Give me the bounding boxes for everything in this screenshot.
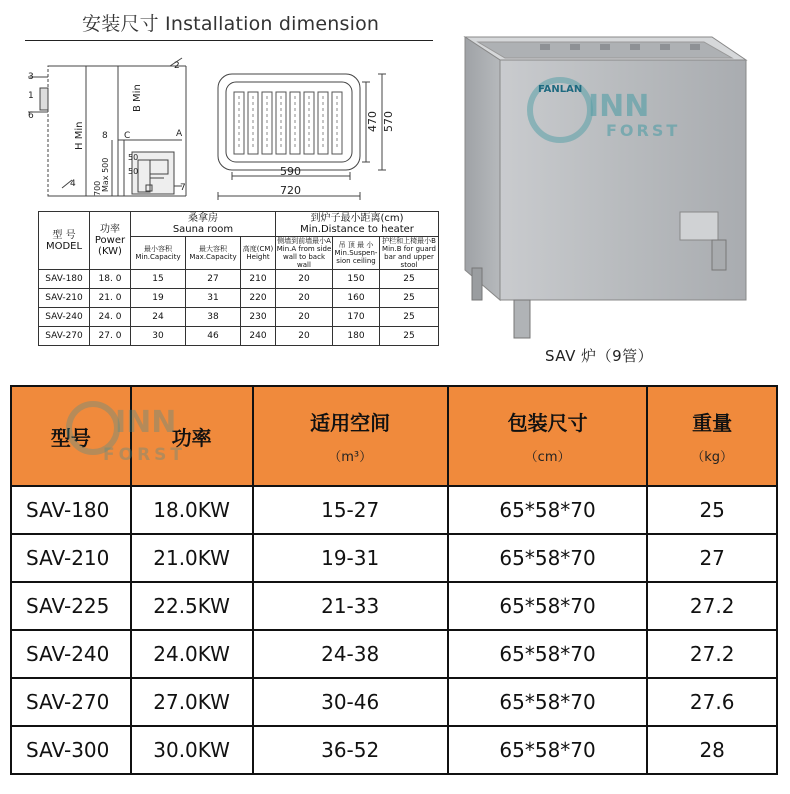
top-view-drawing [218, 74, 386, 200]
spec-row: SAV-210 21. 0 19 31 220 20 160 25 [39, 289, 439, 308]
label-50b: 50 [128, 167, 139, 176]
label-4: 4 [70, 179, 76, 189]
label-max500: Max 500 [101, 157, 110, 192]
spec-ceil-en: Min.Suspen- sion ceiling [334, 249, 378, 265]
brand-line2: FORST [606, 121, 681, 140]
spec-side-cn: 侧墙到前墙最小A [277, 237, 331, 245]
header-weight: 重量 （kg） [647, 386, 777, 486]
header-model: 型号 [11, 386, 131, 486]
table-row: SAV-270 27.0KW 30-46 65*58*70 27.6 [11, 678, 777, 726]
label-hmin: H Min [74, 121, 85, 150]
installation-title: 安装尺寸 Installation dimension [82, 13, 380, 35]
header-space-unit: （m³） [328, 450, 373, 465]
spec-guard-en: Min.B for guard bar and upper stool [382, 245, 436, 269]
brand-line1: INN [588, 89, 650, 124]
spec-room-cn: 桑拿房 [188, 213, 218, 224]
spec-max-cap-en: Max.Capacity [189, 253, 237, 261]
spec-table [38, 211, 439, 346]
spec-height-cn: 高度(CM) [242, 245, 274, 253]
spec-row: SAV-270 27. 0 30 46 240 20 180 25 [39, 327, 439, 346]
header-weight-unit: （kg） [691, 450, 734, 465]
spec-side-en: Min.A from side wall to back wall [276, 245, 332, 269]
label-3: 3 [28, 72, 34, 82]
header-package-unit: （cm） [524, 450, 571, 465]
spec-min-cap-cn: 最小容积 [144, 245, 172, 253]
spec-room-en: Sauna room [172, 224, 234, 235]
table-row: SAV-240 24.0KW 24-38 65*58*70 27.2 [11, 630, 777, 678]
spec-max-cap-cn: 最大容积 [199, 245, 227, 253]
label-2: 2 [174, 61, 180, 71]
table-row: SAV-180 18.0KW 15-27 65*58*70 25 [11, 486, 777, 534]
label-50a: 50 [128, 153, 139, 162]
header-power: 功率 [131, 386, 253, 486]
product-table [10, 385, 778, 775]
brand-small: FANLAN [538, 84, 583, 95]
table-header-row [11, 386, 777, 486]
label-570: 570 [382, 111, 395, 132]
spec-power-cn: 功率 [100, 224, 120, 235]
spec-min-cap-en: Min.Capacity [135, 253, 181, 261]
table-row: SAV-225 22.5KW 21-33 65*58*70 27.2 [11, 582, 777, 630]
spec-height-en: Height [246, 253, 270, 261]
label-470: 470 [366, 111, 379, 132]
header-package-size: 包装尺寸 （cm） [448, 386, 648, 486]
spec-power-en: Power [94, 235, 126, 246]
spec-row: SAV-240 24. 0 24 38 230 20 170 25 [39, 308, 439, 327]
label-7: 7 [180, 183, 186, 193]
label-bmin: B Min [132, 84, 143, 112]
product-label: SAV 炉（9管） [545, 347, 654, 365]
heater-image [465, 37, 746, 338]
spec-model-en: MODEL [45, 240, 83, 252]
label-700: 700 [93, 180, 102, 196]
spec-guard-cn: 护栏和上椅最小B [382, 237, 436, 245]
table-row: SAV-300 30.0KW 36-52 65*58*70 28 [11, 726, 777, 774]
header-space: 适用空间 （m³） [253, 386, 448, 486]
label-a: A [176, 129, 183, 139]
label-1: 1 [28, 91, 34, 101]
spec-ceil-cn: 吊 顶 最 小 [338, 241, 374, 249]
top-section [0, 0, 790, 380]
label-c: C [124, 131, 131, 141]
label-720: 720 [280, 184, 301, 197]
label-8: 8 [102, 131, 108, 141]
label-590: 590 [280, 165, 301, 178]
watermark-line2: FORST [103, 445, 186, 465]
spec-row: SAV-180 18. 0 15 27 210 20 150 25 [39, 270, 439, 289]
spec-dist-en: Min.Distance to heater [300, 224, 414, 235]
spec-model-cn: 型 号 [52, 229, 76, 241]
spec-dist-cn: 到炉子最小距离(cm) [310, 213, 404, 224]
table-row: SAV-210 21.0KW 19-31 65*58*70 27 [11, 534, 777, 582]
label-6: 6 [28, 111, 34, 121]
watermark-line1: INN [115, 405, 177, 440]
spec-power-unit: (KW) [98, 246, 122, 257]
